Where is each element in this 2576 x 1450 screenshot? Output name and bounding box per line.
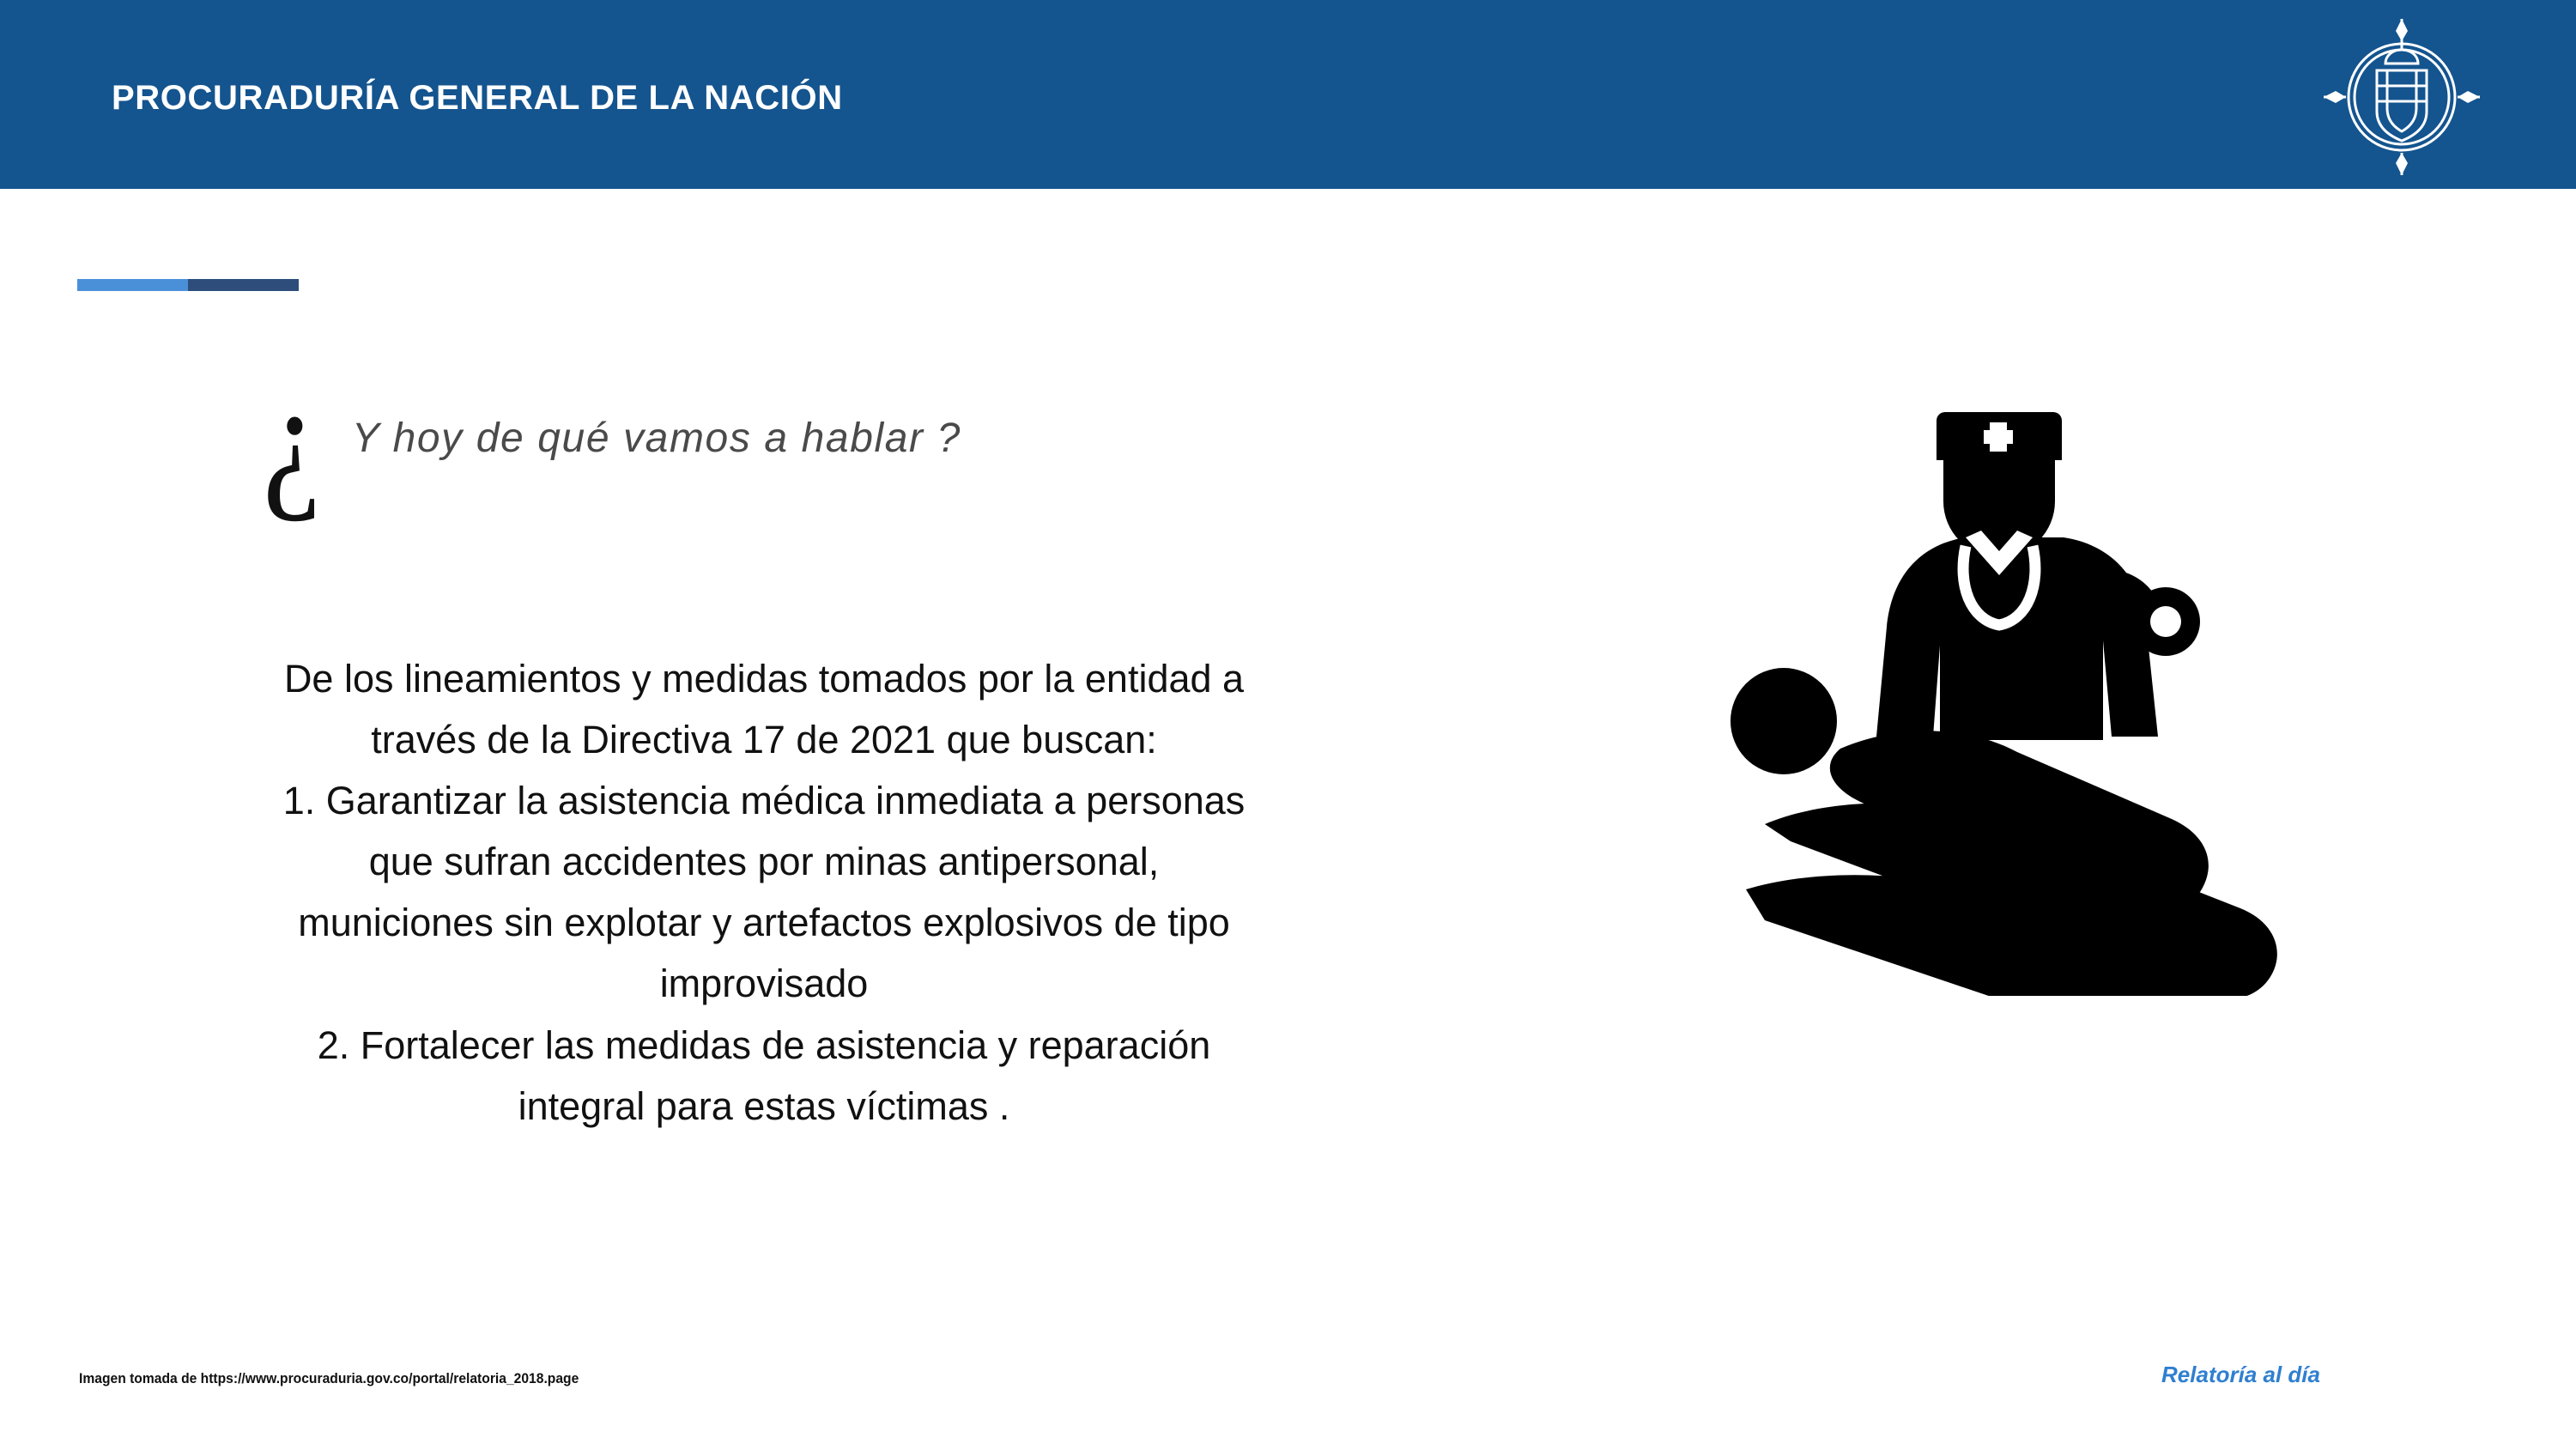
page-title: PROCURADURÍA GENERAL DE LA NACIÓN	[112, 79, 843, 117]
accent-rule-light-segment	[77, 279, 188, 291]
body-paragraph	[103, 648, 1425, 1137]
body-line: improvisado	[659, 962, 869, 1006]
body-line: De los lineamientos y medidas tomados por la entidad a	[283, 657, 1245, 701]
inverted-question-mark-icon: ¿	[262, 352, 321, 523]
footer-brand: Relatoría al día	[2161, 1362, 2320, 1387]
body-line: integral para estas víctimas .	[518, 1083, 1010, 1128]
national-coat-of-arms-icon	[2320, 15, 2483, 179]
question-heading-text: Y hoy de qué vamos a hablar ?	[351, 415, 961, 461]
body-line: 1. Garantizar la asistencia médica inmediata a personas	[282, 779, 1246, 823]
source-note: Imagen tomada de https://www.procuraduria.gov.co/portal/relatoria_2018.page	[79, 1370, 579, 1386]
body-line: través de la Directiva 17 de 2021 que buscan:	[371, 718, 1157, 762]
header-bar	[0, 0, 2576, 189]
accent-rule	[77, 279, 299, 291]
body-line: que sufran accidentes por minas antipersonal,	[368, 840, 1160, 884]
accent-rule-dark-segment	[188, 279, 299, 291]
medic-attending-patient-icon	[1682, 378, 2352, 996]
body-line: 2. Fortalecer las medidas de asistencia y reparación	[317, 1022, 1211, 1067]
question-heading	[258, 352, 961, 523]
body-line: municiones sin explotar y artefactos explosivos de tipo	[298, 901, 1230, 945]
